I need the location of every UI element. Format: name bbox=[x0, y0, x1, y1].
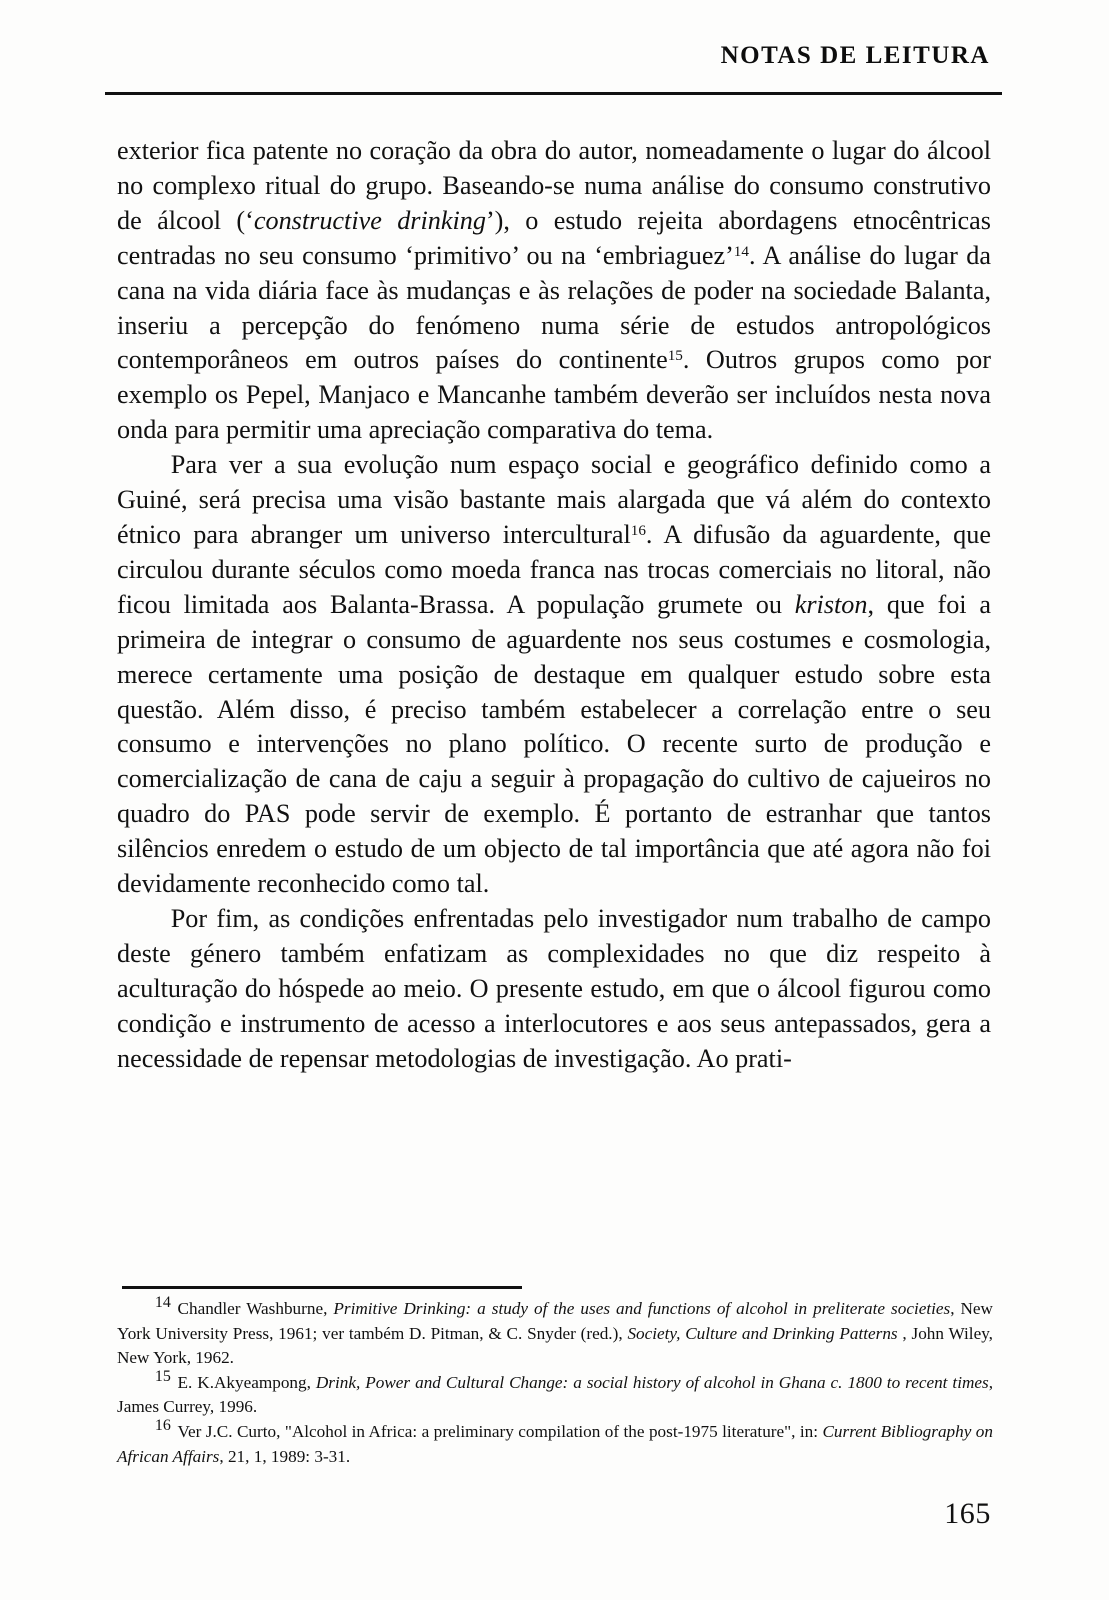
header-rule bbox=[105, 92, 1002, 95]
text-run: , James Currey, 1996. bbox=[117, 1372, 993, 1417]
body-paragraph bbox=[117, 448, 991, 902]
text-run: Ver J.C. Curto, "Alcohol in Africa: a preliminary compilation of the post-1975 literature", in: bbox=[177, 1421, 823, 1441]
italic-run: kriston bbox=[794, 589, 868, 619]
running-head: NOTAS DE LEITURA bbox=[720, 42, 990, 69]
body-paragraph bbox=[117, 902, 991, 1077]
text-run: ’), o estudo rejeita abordagens etnocêntricas centradas no seu consumo ‘primitivo’ ou na ‘embriaguez’ bbox=[117, 205, 991, 270]
text-run: . A difusão da aguardente, que circulou durante séculos como moeda franca nas trocas comerciais no litoral, não ficou limitada aos Balanta-Brassa. A população grumete ou bbox=[117, 519, 991, 619]
text-run: Para ver a sua evolução num espaço social e geográfico definido como a Guiné, será precisa uma visão bastante mais alargada que vá além do contexto étnico para abranger um universo intercultural bbox=[117, 450, 991, 549]
footnote-reference-15[interactable]: 15 bbox=[667, 347, 683, 365]
footnote-reference-16[interactable]: 16 bbox=[630, 522, 646, 540]
footnote-number: 16 bbox=[154, 1417, 171, 1435]
text-run: , New York University Press, 1961; ver também D. Pitman, & C. Snyder (red.), bbox=[117, 1299, 993, 1343]
italic-run: Primitive Drinking: a study of the uses and functions of alcohol in preliterate societies bbox=[333, 1299, 951, 1318]
footnote-separator-rule bbox=[122, 1286, 522, 1289]
text-run: Chandler Washburne, bbox=[177, 1299, 334, 1318]
italic-run: Society, Culture and Drinking Patterns bbox=[627, 1323, 903, 1343]
footnote-entry bbox=[117, 1294, 993, 1371]
text-run: . A análise do lugar da cana na vida diária face às mudanças e às relações de poder na sociedade Balanta, inseriu a percepção do fenómeno numa série de estudos antropológicos contemporâneos em outros países do continente bbox=[117, 240, 991, 375]
italic-run: Current Bibliography on African Affairs bbox=[117, 1421, 993, 1466]
text-run: E. K.Akyeampong, bbox=[177, 1372, 316, 1392]
footnote-reference-14[interactable]: 14 bbox=[733, 242, 749, 260]
text-run: , 21, 1, 1989: 3-31. bbox=[219, 1446, 351, 1466]
text-run: exterior fica patente no coração da obra do autor, nomeadamente o lugar do álcool no complexo ritual do grupo. Baseando-se numa análise do consumo construtivo de álcool (‘ bbox=[117, 136, 991, 235]
text-run: Por fim, as condições enfrentadas pelo investigador num trabalho de campo deste género também enfatizam as complexidades no que diz respeito à aculturação do hóspede ao meio. O presente estudo, em que o álcool figurou como condição e instrumento de acesso a interlocutores e aos seus antepassados, gera a necessidade de repensar metodologias de investigação. Ao prati- bbox=[117, 903, 991, 1073]
text-run: . Outros grupos como por exemplo os Pepel, Manjaco e Mancanhe também deverão ser incluídos nesta nova onda para permitir uma apreciação comparativa do tema. bbox=[117, 345, 991, 445]
footnote-entry bbox=[117, 1368, 993, 1420]
text-run: , que foi a primeira de integrar o consumo de aguardente nos seus costumes e cosmologia, merece certamente uma posição de destaque em qualquer estudo sobre esta questão. Além disso, é preciso também estabelecer a correlação entre o seu consumo e intervenções no plano político. O recente surto de produção e comercialização de cana de caju a seguir à propagação do cultivo de cajueiros no quadro do PAS pode servir de exemplo. É portanto de estranhar que tantos silêncios enredem o estudo de um objecto de tal importância que até agora não foi devidamente reconhecido como tal. bbox=[117, 589, 991, 899]
page-number: 165 bbox=[944, 1497, 991, 1530]
footnote-entry bbox=[117, 1417, 993, 1469]
body-text-block bbox=[117, 134, 991, 1076]
body-paragraph bbox=[117, 134, 991, 448]
italic-run: Drink, Power and Cultural Change: a social history of alcohol in Ghana c. 1800 to recent times bbox=[315, 1372, 989, 1392]
italic-run: constructive drinking bbox=[253, 205, 486, 235]
text-run: , John Wiley, New York, 1962. bbox=[117, 1323, 993, 1368]
footnote-number: 15 bbox=[154, 1368, 171, 1386]
footnote-number: 14 bbox=[154, 1294, 171, 1312]
footnotes-block bbox=[117, 1294, 993, 1469]
